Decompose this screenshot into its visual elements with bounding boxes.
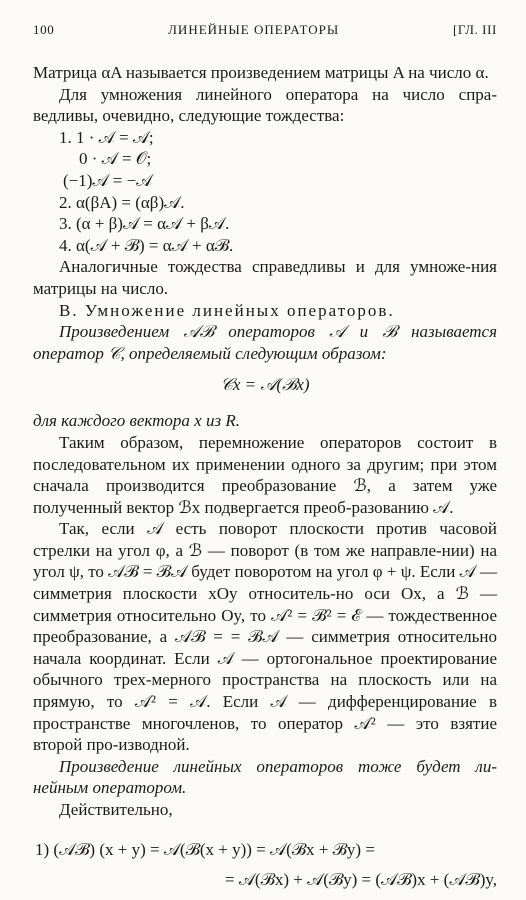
identity-4: 4. α(𝒜 + ℬ) = α𝒜 + αℬ. [59, 235, 234, 255]
derivation-line-2: = 𝒜(ℬx) + 𝒜(ℬy) = (𝒜ℬ)x + (𝒜ℬ)y, [225, 869, 497, 889]
identity-1b: 0 · 𝒜 = 𝒪; [79, 149, 152, 169]
chapter-label: [ГЛ. III [453, 22, 497, 37]
page-number: 100 [33, 22, 55, 37]
page-header [33, 22, 497, 38]
paragraph-analogous: Аналогичные тождества справедливы и для умноже-ния матрицы на число. [33, 257, 497, 298]
page [33, 22, 497, 895]
paragraph-examples: Так, если 𝒜 есть поворот плоскости против часовой стрелки на угол φ, а ℬ — поворот (в том же направле-нии) на угол ψ, то 𝒜ℬ = ℬ𝒜 будет поворотом на угол φ + ψ. Если 𝒜 — симметрия плоскости xOy относитель-но оси Ox, а ℬ — симметрия относительно Oy, то 𝒜² = ℬ² = ℰ — тождественное преобразование, а 𝒜ℬ = = ℬ𝒜 — симметрия относительно начала координат. Если 𝒜 — ортогональное проектирование обычного трех-мерного пространства на плоскость или на прямую, то 𝒜² = 𝒜. Если 𝒜 — дифференцирование в пространстве многочленов, то оператор 𝒜² — это взятие второй про-изводной. [33, 519, 497, 755]
paragraph-product-definition: Произведением 𝒜ℬ операторов 𝒜 и ℬ называется оператор 𝒞, определяемый следующим образом: [33, 322, 497, 363]
derivation-line-1: 1) (𝒜ℬ) (x + y) = 𝒜(ℬ(x + y)) = 𝒜(ℬx + ℬy) = [35, 839, 375, 859]
paragraph-sequential-application: Таким образом, перемножение операторов состоит в последовательном их применении одного за другим; при этом сначала производится преобразование ℬ, а затем уже полученный вектор ℬx подвергается преоб-разованию 𝒜. [33, 432, 497, 517]
formula-product: 𝒞x = 𝒜(ℬx) [220, 375, 310, 395]
paragraph-indeed: Действительно, [59, 800, 173, 819]
identity-1: 1. 1 · 𝒜 = 𝒜; [59, 127, 154, 147]
identity-2: 2. α(βA) = (αβ)𝒜. [59, 192, 185, 212]
running-title: ЛИНЕЙНЫЕ ОПЕРАТОРЫ [168, 22, 340, 37]
final-derivation [33, 835, 497, 895]
identity-3: 3. (α + β)𝒜 = α𝒜 + β𝒜. [59, 214, 230, 234]
identities-list [33, 127, 497, 257]
paragraph-identities-intro: Для умножения линейного оператора на число спра-ведливы, очевидно, следующие тождества: [33, 84, 497, 126]
paragraph-product-is-linear: Произведение линейных операторов тоже будет ли-нейным оператором. [33, 756, 497, 798]
identity-1c: (−1)𝒜 = −𝒜 [63, 170, 153, 190]
section-heading-b: В. Умножение линейных операторов. [59, 300, 395, 320]
paragraph-for-each-vector: для каждого вектора x из R. [33, 411, 240, 431]
paragraph-matrix-definition: Матрица αA называется произведением матрицы A на число α. [33, 63, 489, 82]
